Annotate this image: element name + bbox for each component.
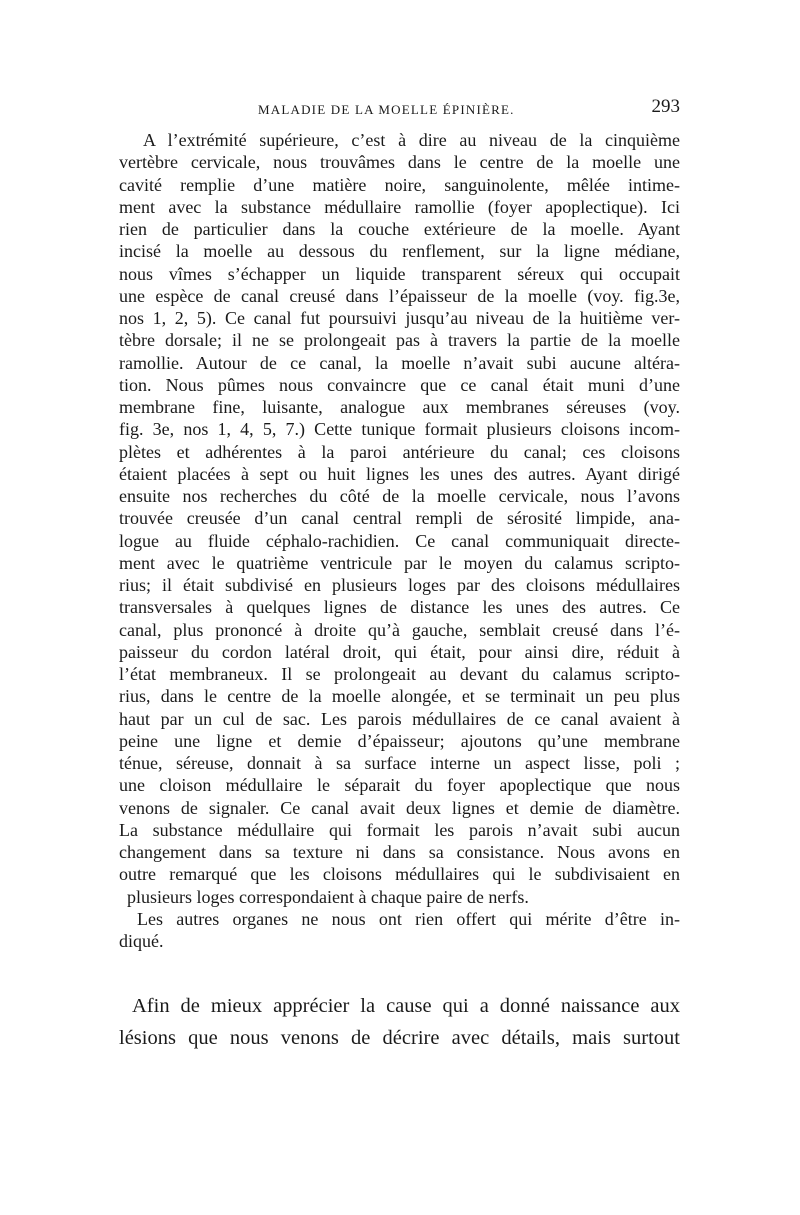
text-line: rius, dans le centre de la moelle alongée, et se terminait un peu plus (119, 686, 680, 707)
text-line: venons de signaler. Ce canal avait deux lignes et demie de diamètre. (119, 797, 680, 818)
text-line: vertèbre cervicale, nous trouvâmes dans le centre de la moelle une (119, 152, 680, 173)
text-line: logue au fluide céphalo-rachidien. Ce canal communiquait directe- (119, 530, 680, 551)
text-line: tèbre dorsale; il ne se prolongeait pas à travers la partie de la moelle (119, 330, 680, 351)
text-line: transversales à quelques lignes de distance les unes des autres. Ce (119, 597, 680, 618)
text-line: rius; il était subdivisé en plusieurs loges par des cloisons médullaires (119, 575, 680, 595)
text-line: fig. 3e, nos 1, 4, 5, 7.) Cette tunique formait plusieurs cloisons incom- (119, 419, 680, 440)
running-head (140, 96, 680, 126)
text-line: Afin de mieux apprécier la cause qui a donné naissance aux (132, 995, 680, 1017)
text-line: paisseur du cordon latéral droit, qui était, pour ainsi dire, réduit à (119, 641, 680, 662)
text-line: cavité remplie d’une matière noire, sanguinolente, mêlée intime- (119, 174, 680, 195)
text-line: ment avec la substance médullaire ramollie (foyer apoplectique). Ici (119, 196, 680, 217)
text-line: une cloison médullaire le séparait du foyer apoplectique que nous (119, 775, 680, 796)
text-line: nous vîmes s’échapper un liquide transparent séreux qui occupait (119, 263, 680, 284)
text-line: haut par un cul de sac. Les parois médullaires de ce canal avaient à (119, 708, 680, 729)
running-title: MALADIE DE LA MOELLE ÉPINIÈRE. (258, 102, 515, 117)
text-line: tion. Nous pûmes nous convaincre que ce canal était muni d’une (119, 374, 680, 395)
text-line: plètes et adhérentes à la paroi antérieure du canal; ces cloisons (119, 441, 680, 462)
text-line: étaient placées à sept ou huit lignes les unes des autres. Ayant dirigé (119, 463, 680, 484)
text-line: plusieurs loges correspondaient à chaque paire de nerfs. (127, 886, 529, 907)
page-number: 293 (651, 96, 680, 117)
next-paragraph (119, 990, 680, 1054)
text-line: ramollie. Autour de ce canal, la moelle n’avait subi aucune altéra- (119, 352, 680, 373)
text-line: l’état membraneux. Il se prolongeait au devant du calamus scripto- (119, 664, 680, 684)
text-line: A l’extrémité supérieure, c’est à dire au niveau de la cinquième (143, 130, 680, 150)
text-line: incisé la moelle au dessous du renflement, sur la ligne médiane, (119, 241, 680, 262)
text-line: nos 1, 2, 5). Ce canal fut poursuivi jusqu’au niveau de la huitième ver- (119, 308, 680, 328)
text-line: membrane fine, luisante, analogue aux membranes séreuses (voy. (119, 397, 680, 417)
text-line: outre remarqué que les cloisons médullaires qui le subdivisaient en (119, 864, 680, 885)
text-line: trouvée creusée d’un canal central rempli de sérosité limpide, ana- (119, 508, 680, 529)
text-line: ment avec le quatrième ventricule par le moyen du calamus scripto- (119, 552, 680, 573)
body-text (119, 129, 680, 952)
text-line: canal, plus prononcé à droite qu’à gauche, semblait creusé dans l’é- (119, 619, 680, 640)
text-line: ensuite nos recherches du côté de la moelle cervicale, nous l’avons (119, 486, 680, 506)
text-line: peine une ligne et demie d’épaisseur; ajoutons qu’une membrane (119, 730, 680, 751)
text-line: Les autres organes ne nous ont rien offert qui mérite d’être in- (137, 908, 680, 929)
text-line: changement dans sa texture ni dans sa consistance. Nous avons en (119, 842, 680, 862)
text-line: La substance médullaire qui formait les parois n’avait subi aucun (119, 819, 680, 840)
text-line: ténue, séreuse, donnait à sa surface interne un aspect lisse, poli ; (119, 753, 680, 773)
text-line: diqué. (119, 931, 164, 951)
text-line: une espèce de canal creusé dans l’épaisseur de la moelle (voy. fig.3e, (119, 285, 680, 306)
text-line: rien de particulier dans la couche extérieure de la moelle. Ayant (119, 219, 680, 239)
text-line: lésions que nous venons de décrire avec détails, mais surtout (119, 1027, 680, 1049)
